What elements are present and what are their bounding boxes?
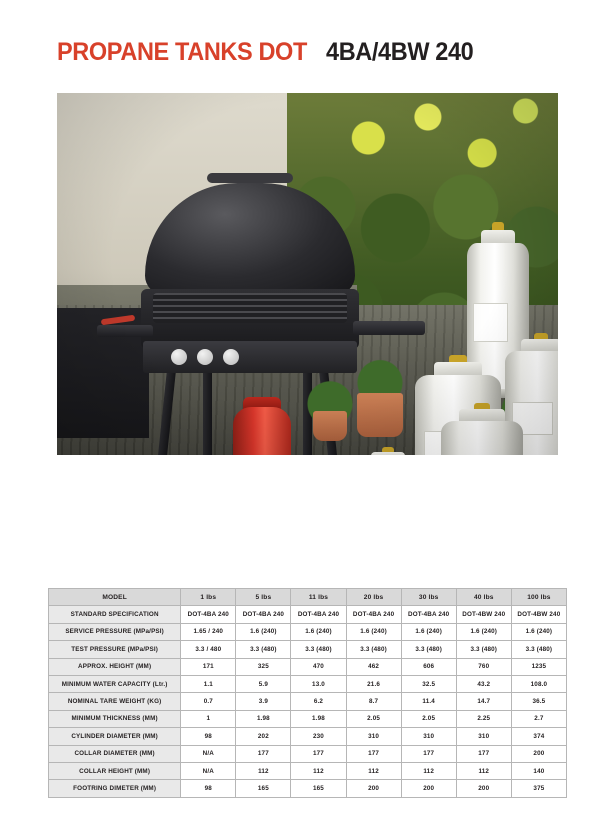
row-label: COLLAR DIAMETER (MM) (49, 745, 181, 762)
row-value: 760 (456, 658, 511, 675)
row-value: 165 (291, 780, 346, 797)
table-row (49, 658, 567, 675)
table-header-row (49, 589, 567, 606)
row-value: 606 (401, 658, 456, 675)
row-value: 310 (456, 728, 511, 745)
table-row (49, 641, 567, 658)
row-value: 200 (511, 745, 566, 762)
table-row (49, 606, 567, 623)
grill-grate (153, 293, 347, 323)
row-value: 177 (236, 745, 291, 762)
row-value: 1235 (511, 658, 566, 675)
grill-lid-handle (207, 173, 293, 183)
row-value: 171 (181, 658, 236, 675)
row-value: 1.6 (240) (236, 623, 291, 640)
table-header-cell: 100 lbs (511, 589, 566, 606)
tank-label (473, 303, 508, 342)
table-row (49, 675, 567, 692)
row-value: 112 (291, 762, 346, 779)
table-header-cell: 11 lbs (291, 589, 346, 606)
row-value: 21.6 (346, 675, 401, 692)
row-value: 0.7 (181, 693, 236, 710)
row-value: 325 (236, 658, 291, 675)
row-value: 98 (181, 780, 236, 797)
row-value: 177 (291, 745, 346, 762)
table-header-cell: 40 lbs (456, 589, 511, 606)
row-value: DOT-4BA 240 (291, 606, 346, 623)
row-value: 3.3 (480) (291, 641, 346, 658)
row-label: MINIMUM THICKNESS (MM) (49, 710, 181, 727)
row-value: 375 (511, 780, 566, 797)
row-value: 112 (346, 762, 401, 779)
row-value: 3.3 (480) (456, 641, 511, 658)
row-value: 1.1 (181, 675, 236, 692)
row-value: 32.5 (401, 675, 456, 692)
table-header-cell: 5 lbs (236, 589, 291, 606)
row-value: 1.98 (291, 710, 346, 727)
row-label: CYLINDER DIAMETER (MM) (49, 728, 181, 745)
specification-table (48, 588, 567, 798)
table-row (49, 745, 567, 762)
row-value: DOT-4BA 240 (236, 606, 291, 623)
row-value: 2.05 (346, 710, 401, 727)
row-value: 310 (346, 728, 401, 745)
row-value: 1.6 (240) (401, 623, 456, 640)
propane-tank-20lbs (441, 421, 523, 455)
row-value: 112 (236, 762, 291, 779)
row-value: 14.7 (456, 693, 511, 710)
row-value: DOT-4BA 240 (181, 606, 236, 623)
row-value: 3.3 (480) (511, 641, 566, 658)
row-value: 8.7 (346, 693, 401, 710)
row-value: DOT-4BA 240 (401, 606, 456, 623)
red-propane-cylinder (233, 407, 291, 455)
hero-scene (57, 93, 558, 455)
row-value: 1.98 (236, 710, 291, 727)
row-value: 43.2 (456, 675, 511, 692)
table-header-cell: 30 lbs (401, 589, 456, 606)
grill-knob (223, 349, 239, 365)
page-title-sub: 4BA/4BW 240 (325, 38, 474, 66)
row-value: DOT-4BW 240 (511, 606, 566, 623)
row-value: DOT-4BW 240 (456, 606, 511, 623)
row-value: 112 (456, 762, 511, 779)
hero-product-photo (57, 93, 558, 455)
row-value: 2.7 (511, 710, 566, 727)
table-row (49, 693, 567, 710)
row-label: APPROX. HEIGHT (MM) (49, 658, 181, 675)
table-row (49, 710, 567, 727)
grill-side-shelf-right (353, 321, 425, 335)
terracotta-pot (357, 393, 403, 437)
row-value: 200 (401, 780, 456, 797)
row-value: 5.9 (236, 675, 291, 692)
row-value: 177 (456, 745, 511, 762)
grill-side-shelf-left (97, 325, 153, 337)
row-value: 1.6 (240) (291, 623, 346, 640)
row-value: 1.6 (240) (511, 623, 566, 640)
tank-collar (371, 452, 406, 455)
row-value: 1.6 (240) (346, 623, 401, 640)
row-value: 1.6 (240) (456, 623, 511, 640)
table-header-cell: 1 lbs (181, 589, 236, 606)
row-value: 470 (291, 658, 346, 675)
table-header-cell: 20 lbs (346, 589, 401, 606)
table-row (49, 780, 567, 797)
row-value: 2.05 (401, 710, 456, 727)
row-value: 462 (346, 658, 401, 675)
row-label: FOOTRING DIMETER (MM) (49, 780, 181, 797)
row-value: 3.3 (480) (236, 641, 291, 658)
row-value: 11.4 (401, 693, 456, 710)
row-value: 1.65 / 240 (181, 623, 236, 640)
row-value: 3.9 (236, 693, 291, 710)
tank-body (441, 421, 523, 455)
terracotta-pot (313, 411, 347, 441)
grill-leg (203, 371, 212, 455)
table-row (49, 623, 567, 640)
row-label: STANDARD SPECIFICATION (49, 606, 181, 623)
page-title (57, 38, 483, 67)
page-title-main: PROPANE TANKS DOT (57, 38, 307, 66)
row-label: MINIMUM WATER CAPACITY (Ltr.) (49, 675, 181, 692)
table-row (49, 762, 567, 779)
grill-knob (197, 349, 213, 365)
row-value: 2.25 (456, 710, 511, 727)
row-value: 98 (181, 728, 236, 745)
row-value: 1 (181, 710, 236, 727)
row-value: 200 (346, 780, 401, 797)
row-value: 200 (456, 780, 511, 797)
row-label: NOMINAL TARE WEIGHT (KG) (49, 693, 181, 710)
row-value: 202 (236, 728, 291, 745)
row-value: 177 (346, 745, 401, 762)
row-label: COLLAR HEIGHT (MM) (49, 762, 181, 779)
row-value: 13.0 (291, 675, 346, 692)
row-value: 140 (511, 762, 566, 779)
row-value: 165 (236, 780, 291, 797)
row-value: 177 (401, 745, 456, 762)
row-value: 3.3 (480) (346, 641, 401, 658)
row-value: 6.2 (291, 693, 346, 710)
row-value: 3.3 / 480 (181, 641, 236, 658)
row-value: 310 (401, 728, 456, 745)
row-value: N/A (181, 762, 236, 779)
grill-knob (171, 349, 187, 365)
table-header-cell: MODEL (49, 589, 181, 606)
row-value: 36.5 (511, 693, 566, 710)
row-value: 3.3 (480) (401, 641, 456, 658)
table-row (49, 728, 567, 745)
row-value: 374 (511, 728, 566, 745)
row-label: TEST PRESSURE (MPa/PSI) (49, 641, 181, 658)
row-value: 108.0 (511, 675, 566, 692)
row-label: SERVICE PRESSURE (MPa/PSI) (49, 623, 181, 640)
row-value: 230 (291, 728, 346, 745)
row-value: DOT-4BA 240 (346, 606, 401, 623)
row-value: 112 (401, 762, 456, 779)
row-value: N/A (181, 745, 236, 762)
